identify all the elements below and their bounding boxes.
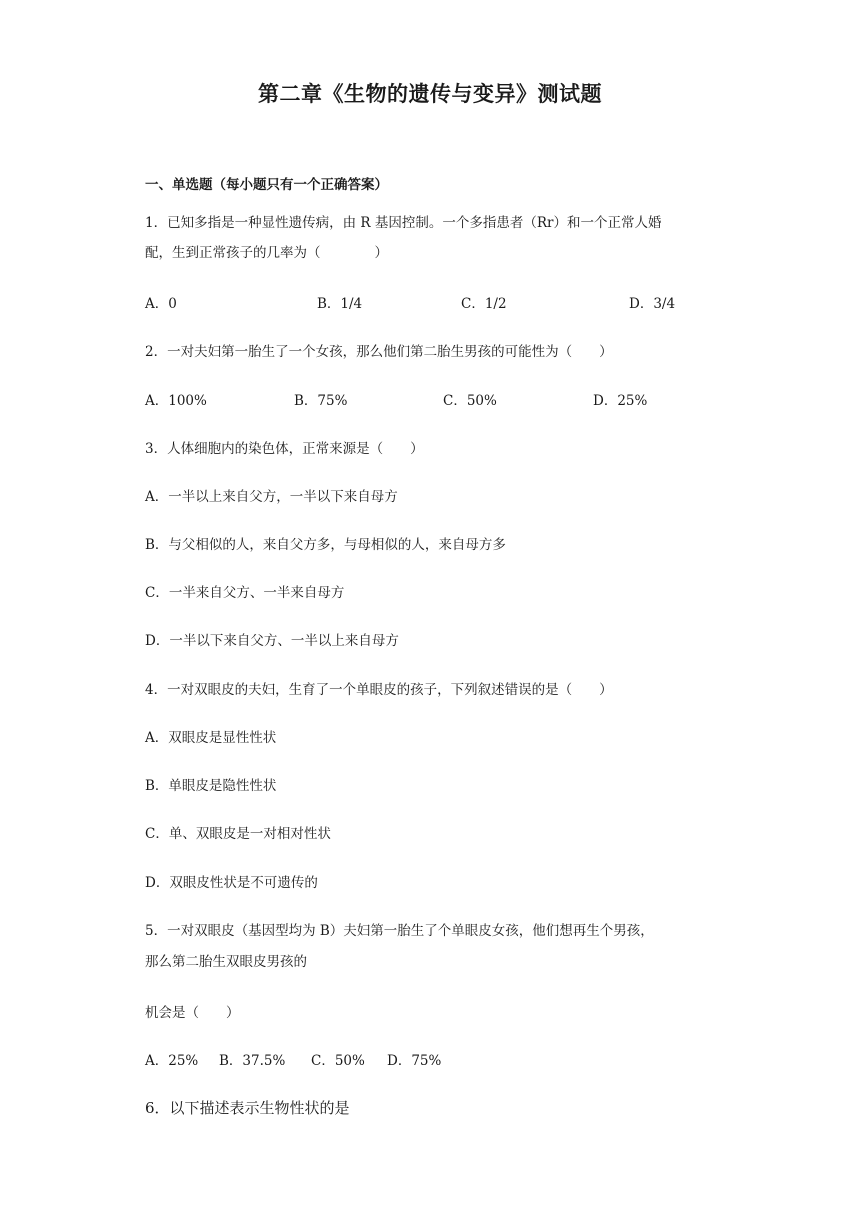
question-3-stem: 3．人体细胞内的染色体，正常来源是（ ） [145, 441, 424, 457]
question-2-option-b: B．75% [294, 393, 348, 409]
section-heading: 一、单选题（每小题只有一个正确答案） [145, 177, 388, 193]
question-5-option-a: A．25% [145, 1053, 199, 1069]
question-5-stem-line3: 机会是（ ） [145, 1005, 240, 1021]
question-3-option-c: C．一半来自父方、一半来自母方 [145, 585, 345, 601]
question-3-option-b: B．与父相似的人，来自父方多，与母相似的人，来自母方多 [145, 537, 506, 553]
question-4-option-c: C．单、双眼皮是一对相对性状 [145, 826, 331, 842]
question-3-option-d: D．一半以下来自父方、一半以上来自母方 [145, 633, 399, 649]
question-6-stem: 6．以下描述表示生物性状的是 [145, 1099, 350, 1117]
question-5-option-c: C．50% [311, 1053, 365, 1069]
question-1-stem-line2: 配，生到正常孩子的几率为（ ） [145, 245, 388, 261]
question-1-option-a: A．0 [145, 296, 177, 312]
question-2-option-a: A．100% [145, 393, 207, 409]
question-5-stem-line2: 那么第二胎生双眼皮男孩的 [145, 954, 307, 970]
question-5-stem-line1: 5．一对双眼皮（基因型均为 B）夫妇第一胎生了个单眼皮女孩，他们想再生个男孩， [145, 923, 654, 939]
question-4-stem: 4．一对双眼皮的夫妇，生育了一个单眼皮的孩子，下列叙述错误的是（ ） [145, 682, 613, 698]
question-3-option-a: A．一半以上来自父方，一半以下来自母方 [145, 489, 398, 505]
question-4-option-d: D．双眼皮性状是不可遗传的 [145, 875, 318, 891]
question-4-option-a: A．双眼皮是显性性状 [145, 730, 277, 746]
question-5-option-b: B．37.5% [219, 1053, 286, 1069]
question-1-option-b: B．1/4 [317, 296, 363, 312]
question-4-option-b: B．单眼皮是隐性性状 [145, 778, 277, 794]
question-2-stem: 2．一对夫妇第一胎生了一个女孩，那么他们第二胎生男孩的可能性为（ ） [145, 344, 613, 360]
question-1-option-d: D．3/4 [629, 296, 676, 312]
question-1-option-c: C．1/2 [461, 296, 507, 312]
question-5-option-d: D．75% [387, 1053, 442, 1069]
question-1-stem-line1: 1．已知多指是一种显性遗传病，由 R 基因控制。一个多指患者（Rr）和一个正常人婚 [145, 215, 662, 231]
page-title: 第二章《生物的遗传与变异》测试题 [258, 81, 602, 106]
question-2-option-d: D．25% [593, 393, 648, 409]
question-2-option-c: C．50% [443, 393, 497, 409]
